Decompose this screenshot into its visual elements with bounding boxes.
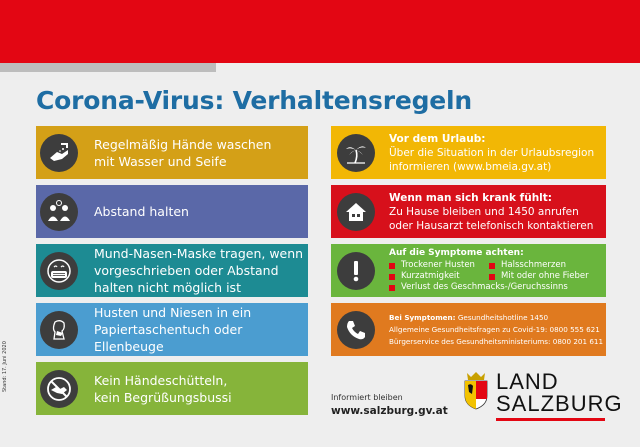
- distance-icon: [40, 193, 78, 231]
- sneeze-icon: [40, 311, 78, 349]
- palm-tree-icon: [337, 134, 375, 172]
- rule-handwash: [36, 126, 308, 179]
- rule-line: Husten und Niesen in ein: [94, 305, 252, 320]
- symptom-item: Trockener Husten: [389, 260, 489, 271]
- vacation-title: Vor dem Urlaub:: [389, 132, 486, 145]
- hotline-line: Bürgerservice des Gesundheitsministeriums: 0800 201 611: [389, 336, 604, 346]
- date-note: Stand: 17. Juni 2020: [2, 341, 8, 392]
- informed-label: Informiert bleiben: [331, 393, 403, 402]
- hotline-box: [331, 303, 606, 356]
- symptom-item: Kurzatmigkeit: [389, 271, 489, 282]
- rule-line: Ellenbeuge: [94, 339, 164, 354]
- symptom-item: Halsschmerzen: [489, 260, 597, 271]
- rule-line: Regelmäßig Hände waschen: [94, 136, 272, 152]
- vacation-box: [331, 126, 606, 179]
- sick-title: Wenn man sich krank fühlt:: [389, 191, 552, 204]
- rule-line: Kein Händeschütteln,: [94, 372, 228, 388]
- rule-line: mit Wasser und Seife: [94, 153, 227, 169]
- hotline-number: Gesundheitshotline 1450: [457, 312, 549, 322]
- logo-salzburg: SALZBURG: [496, 391, 623, 416]
- rule-line: Abstand halten: [94, 204, 189, 219]
- salzburg-coat-of-arms-icon: [462, 370, 490, 410]
- symptom-item: Mit oder ohne Fieber: [489, 271, 597, 282]
- hotline-label: Bei Symptomen:: [389, 312, 456, 322]
- logo-land: LAND: [496, 369, 559, 394]
- rule-line: kein Begrüßungsbussi: [94, 389, 232, 405]
- symptoms-title: Auf die Symptome achten:: [389, 248, 524, 258]
- symptoms-box: [331, 244, 606, 297]
- exclamation-icon: [337, 252, 375, 290]
- house-icon: [337, 193, 375, 231]
- hotline-line: Allgemeine Gesundheitsfragen zu Covid-19: 0800 555 621: [389, 324, 600, 334]
- sick-line: oder Hausarzt telefonisch kontaktieren: [389, 219, 594, 232]
- top-grey-bar: [0, 63, 216, 72]
- rule-sneeze: [36, 303, 308, 356]
- phone-icon: [337, 311, 375, 349]
- sick-line: Zu Hause bleiben und 1450 anrufen: [389, 205, 579, 218]
- rule-mask: [36, 244, 308, 297]
- vacation-line: Über die Situation in der Urlaubsregion: [389, 146, 595, 159]
- rule-distance: [36, 185, 308, 238]
- rule-no-handshake: [36, 362, 308, 415]
- sick-box: [331, 185, 606, 238]
- website-link[interactable]: www.salzburg.gv.at: [331, 405, 448, 417]
- symptom-item: Verlust des Geschmacks-/Geruchssinns: [389, 282, 597, 293]
- vacation-line: informieren (www.bmeia.gv.at): [389, 160, 552, 173]
- rule-line: vorgeschrieben oder Abstand: [94, 263, 279, 278]
- top-red-bar: [0, 0, 640, 63]
- logo-text: [496, 371, 623, 415]
- mask-icon: [40, 252, 78, 290]
- rule-line: Mund-Nasen-Maske tragen, wenn: [94, 246, 304, 261]
- rule-line: halten nicht möglich ist: [94, 280, 241, 295]
- page-title: Corona-Virus: Verhaltensregeln: [36, 86, 473, 115]
- handwash-icon: [40, 134, 78, 172]
- rule-line: Papiertaschentuch oder: [94, 322, 243, 337]
- logo-underline: [496, 418, 605, 421]
- no-handshake-icon: [40, 370, 78, 408]
